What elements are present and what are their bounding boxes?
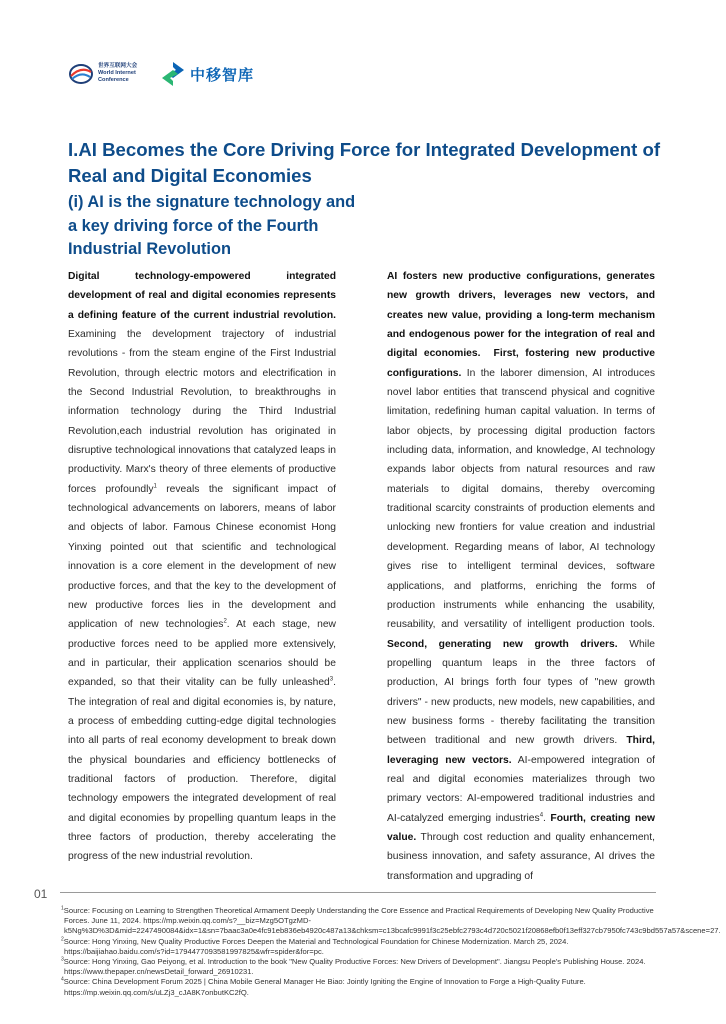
- china-mobile-think-tank-logo-text: 中移智库: [190, 67, 255, 84]
- footnote-ref-2: 2: [223, 618, 227, 625]
- footnote-ref-1: 1: [153, 483, 157, 490]
- right-text-part-2: While propelling quantum leaps in the three factors of production, AI brings forth four types of "new growth drivers" - new products, new models, new capabilities, and new business forms - thereby facilitating the transition between traditional and new growth drivers.: [387, 638, 655, 747]
- footnote-ref-3: 3: [329, 676, 334, 683]
- page-number: 01: [34, 887, 48, 901]
- footnote-4: $^4$Source: China Development Forum 2025 | China Mobile General Manager He Biao: Jointly Igniting the Engine of Innovation to Forge a High-Quality Future. https://mp.weixin.qq.com/s/uLZj3_cJA8K7onbutKC2fQ.: [61, 976, 586, 997]
- heading-third-point: Third, leveraging new vectors.: [387, 735, 655, 766]
- right-text-part-3: AI-empowered integration of real and digital economies materializes through two primary vectors: AI-empowered traditional industries and AI-catalyzed emerging industries: [387, 754, 655, 824]
- left-text-part-4: . The integration of real and digital economies is, by nature, a process of embedding cutting-edge digital technologies into all parts of real economy development to break down the physical boundaries and efficiency bottlenecks of traditional factors of production. Therefore, digital technology empowers the integrated development of real and digital economies by propelling quantum leaps in the three factors of production, thereby accelerating the progress of the new industrial revolution.: [68, 677, 336, 863]
- right-column-text: [387, 267, 655, 886]
- right-text-part-3b: .: [543, 812, 551, 824]
- footnote-1: $^1$Source: Focusing on Learning to Strengthen Theoretical Armament Deeply Understanding the Core Essence and Practical Requirements of Developing New Quality Productive Forces. June 11, 2024. https://mp.weixin.qq.com/s?__biz=Mzg5OTgzMD-k5Ng%3D%3D&mid=2247490084&idx=1&sn=7baac3a0e4fc91eb836eb4920c487a13&chksm=c13bcafc9991f3c25ebfc2793c4d720c5021f20868efb0f13eff327cb7950fc743c9bd557a57&scene=27.: [61, 905, 721, 936]
- left-text-part-1: Examining the development trajectory of industrial revolutions - from the steam engine of the First Industrial Revolution, through electric motors and electrification in the Second Industrial Revolution, to breakthroughs in information technology during the Third Industrial Revolution,each industrial revolution has originated in disruptive technological innovations that catalyzed leaps in productivity. Marx's theory of three elements of productive forces profoundly: [68, 329, 336, 495]
- section-title: I.AI Becomes the Core Driving Force for Integrated Development of Real and Digital Economies: [68, 139, 661, 186]
- footnotes: [60, 905, 721, 998]
- left-lead-sentence: Digital technology-empowered integrated development of real and digital economies represents a defining feature of the current industrial revolution.: [68, 271, 336, 321]
- header-logos: [68, 58, 368, 92]
- footnote-2: $^2$Source: Hong Yinxing, New Quality Productive Forces Deepen the Material and Technological Foundation for Chinese Modernization. March 25, 2024. https://baijiahao.baidu.com/s?id=1794477093581997825&wfr=spider&for=pc.: [61, 936, 569, 956]
- right-text-part-4: Through cost reduction and quality enhancement, business innovation, and safety assurance, AI drives the transformation and upgrading of: [387, 831, 655, 882]
- left-text-part-3: . At each stage, new productive forces need to be applied more extensively, and in particular, their application scenarios should be expanded, so that their vitality can be fully unleashed: [68, 619, 336, 689]
- footnote-divider: [60, 892, 656, 893]
- footnote-ref-4: 4: [539, 812, 544, 819]
- world-internet-conference-logo-text: 世界互联网大会 World Internet Conference: [98, 63, 138, 83]
- right-lead-sentence: AI fosters new productive configurations, generates new growth drivers, leverages new vectors, and creates new value, providing a long-term mechanism and endogenous power for the integration of real and digital economies.: [387, 271, 655, 360]
- left-column-text: [68, 267, 336, 867]
- heading-fourth-point: Fourth, creating new value.: [387, 812, 655, 843]
- world-internet-conference-logo-icon: [68, 62, 94, 86]
- heading-second-point: Second, generating new growth drivers.: [387, 638, 618, 650]
- heading-first-point: First, fostering new productive configurations.: [387, 348, 655, 379]
- footnote-3: $^3$Source: Hong Yinxing, Gao Peiyong, et al. Introduction to the book "New Quality Productive Forces: New Drivers of Development". Jiangsu People's Publishing House. 2024. https://www.thepaper.cn/newsDetail_forward_26910231.: [61, 956, 646, 977]
- china-mobile-think-tank-logo-icon: [160, 60, 186, 88]
- left-text-part-2: reveals the significant impact of technological advancements on laborers, means of labor and objects of labor. Famous Chinese economist Hong Yinxing pointed out that scientific and technological innovation is a core element in the development of new productive forces, and that the key to the development of new productive forces lies in the development and application of new technologies: [68, 483, 336, 631]
- subsection-title: (i) AI is the signature technology and a key driving force of the Fourth Industrial Revolution: [68, 193, 356, 258]
- right-text-part-1: In the laborer dimension, AI introduces novel labor entities that transcend physical and cognitive limitation, redefining human capital valuation. In terms of labor objects, by processing digital production factors including data, information, and knowledge, AI technology expands labor objects from natural resources and raw materials to digital domains, thereby overcoming traditional scarcity constraints of production elements and unlocking new frontiers for value creation and industrial development. Regarding means of labor, AI technology gives rise to intelligent terminal devices, software applications, and platforms, enriching the forms of production instruments while enhancing the usability, reusability, and versatility of intelligent production tools.: [387, 367, 655, 631]
